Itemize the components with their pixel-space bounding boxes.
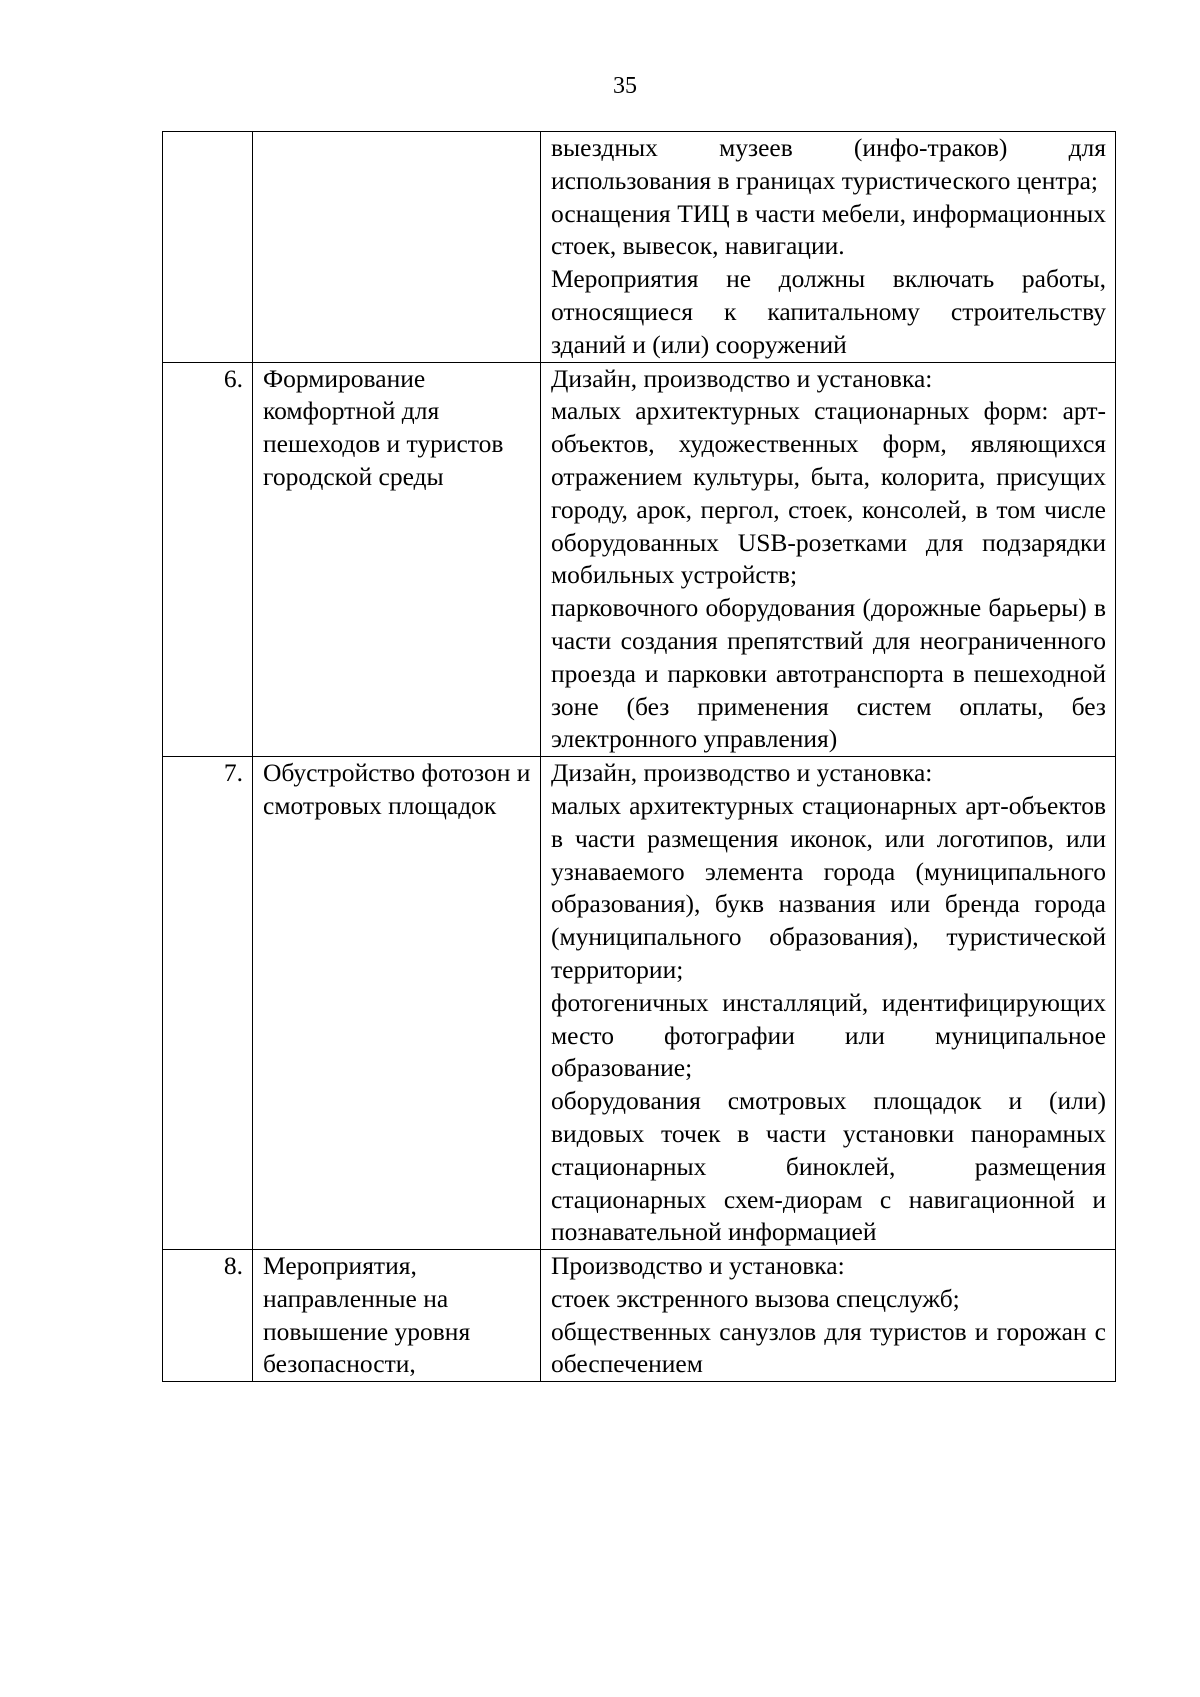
page-number: 35	[613, 73, 637, 99]
row-number: 7.	[163, 757, 253, 1250]
measure-description	[541, 1250, 1116, 1382]
description-paragraph: оснащения ТИЦ в части мебели, информационных стоек, вывесок, навигации.	[551, 198, 1106, 261]
description-paragraph: Дизайн, производство и установка:	[551, 363, 933, 393]
measures-table	[162, 131, 1116, 1382]
description-paragraph: общественных санузлов для туристов и горожан с обеспечением	[551, 1316, 1106, 1379]
description-paragraph: фотогеничных инсталляций, идентифицирующих место фотографии или муниципальное образование;	[551, 987, 1106, 1083]
description-paragraph: выездных музеев (инфо-траков) для использования в границах туристического центра;	[551, 133, 1106, 195]
measure-name: Мероприятия, направленные на повышение уровня безопасности,	[253, 1250, 541, 1382]
row-number	[163, 132, 253, 363]
measure-name: Формирование комфортной для пешеходов и туристов городской среды	[253, 362, 541, 757]
description-paragraph: Производство и установка:	[551, 1251, 845, 1281]
row-number: 6.	[163, 362, 253, 757]
description-paragraph: стоек экстренного вызова спецслужб;	[551, 1283, 960, 1313]
row-number: 8.	[163, 1250, 253, 1382]
table-row	[163, 362, 1116, 757]
description-paragraph: Мероприятия не должны включать работы, относящиеся к капитальному строительству зданий и (или) сооружений	[551, 264, 1106, 359]
table-row	[163, 757, 1116, 1250]
measure-description	[541, 362, 1116, 757]
table-row	[163, 132, 1116, 363]
measure-description	[541, 132, 1116, 363]
measure-description	[541, 757, 1116, 1250]
description-paragraph: малых архитектурных стационарных арт-объектов в части размещения иконок, или логотипов, или узнаваемого элемента города (муниципального образования), букв названия или бренда города (муниципального образования), туристической территории;	[551, 790, 1106, 984]
table-row	[163, 1250, 1116, 1382]
description-paragraph: малых архитектурных стационарных форм: арт-объектов, художественных форм, являющихся отражением культуры, быта, колорита, присущих городу, арок, пергол, стоек, консолей, в том числе оборудованных USB-розетками для подзарядки мобильных устройств;	[551, 396, 1106, 590]
measure-name: Обустройство фотозон и смотровых площадок	[253, 757, 541, 1250]
measure-name	[253, 132, 541, 363]
description-paragraph: оборудования смотровых площадок и (или) видовых точек в части установки панорамных стационарных биноклей, размещения стационарных схем-диорам с навигационной и познавательной информацией	[551, 1086, 1106, 1247]
description-paragraph: парковочного оборудования (дорожные барьеры) в части создания препятствий для неограниченного проезда и парковки автотранспорта в пешеходной зоне (без применения систем оплаты, без электронного управления)	[551, 593, 1106, 754]
description-paragraph: Дизайн, производство и установка:	[551, 758, 933, 788]
